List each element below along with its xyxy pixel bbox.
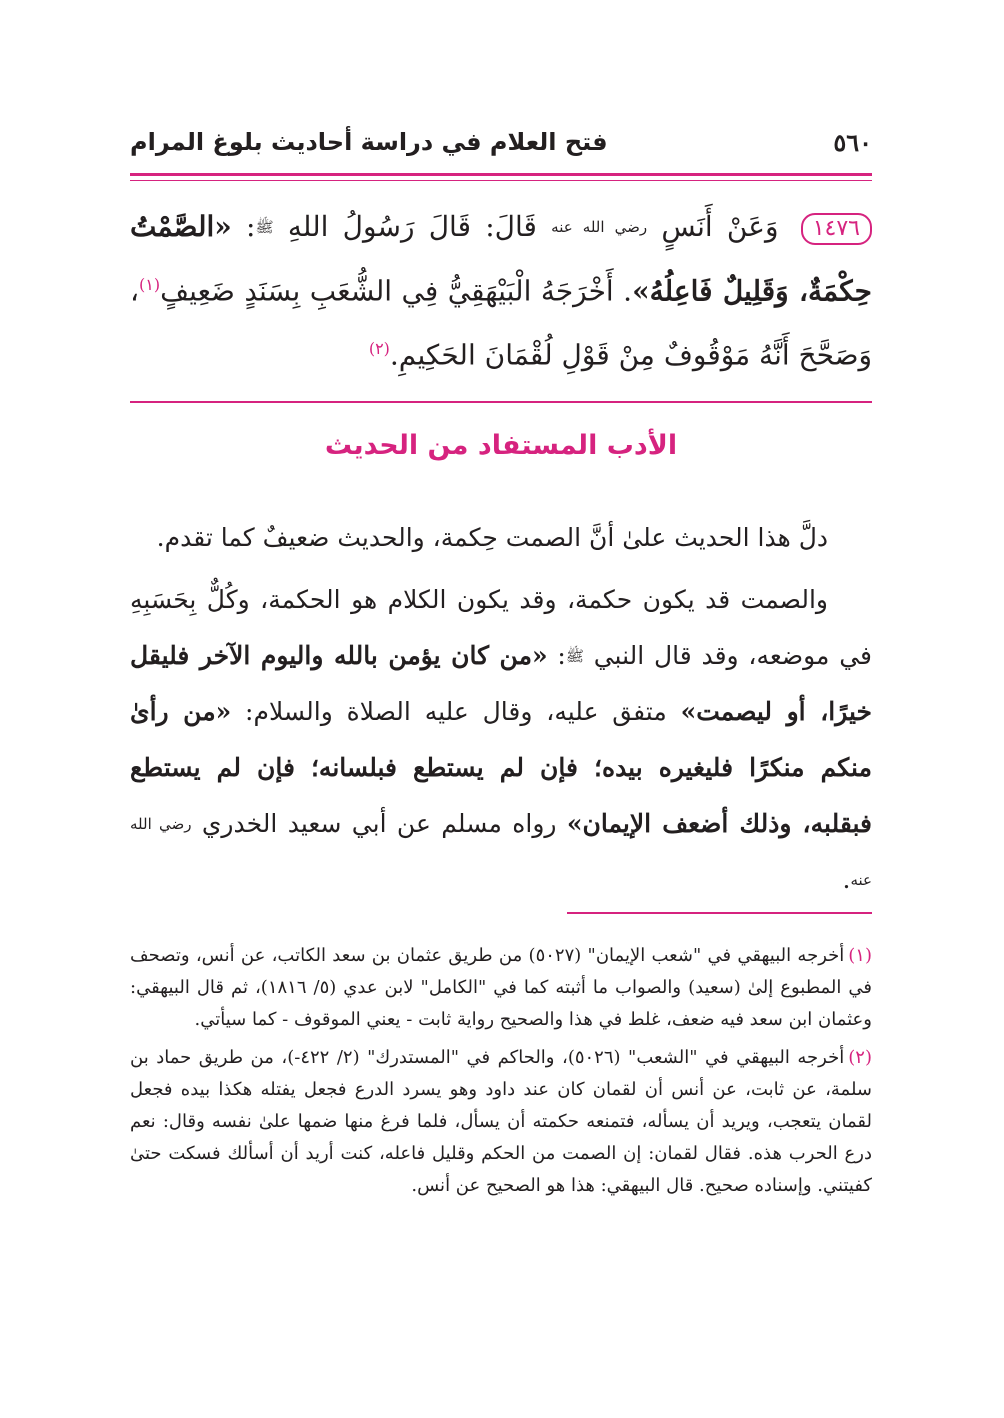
p2-part-c: متفق عليه، وقال عليه الصلاة والسلام: <box>231 697 681 726</box>
footnote-2-number: (٢) <box>848 1047 872 1068</box>
footnotes <box>130 940 872 1208</box>
footnote-separator <box>567 912 872 914</box>
footnote-1 <box>130 940 872 1036</box>
header-rule-thick <box>130 173 872 176</box>
p2-salla-honorific: ﷺ <box>565 647 584 665</box>
p2-part-d: رواه مسلم عن أبي سعيد الخدري <box>201 809 567 838</box>
p2-part-a: والصمت قد يكون حكمة، وقد يكون الكلام هو الحكمة، وكُلٌّ بِحَسَبِهِ في موضعه، وقد قال النبي <box>130 585 873 670</box>
footnote-1-text: أخرجه البيهقي في "شعب الإيمان" (٥٠٢٧) من طريق عثمان بن سعد الكاتب، عن أنس، وتصحف في المطبوع إلىٰ (سعيد) والصواب ما أثبته كما في "الكامل" لابن عدي (٥/ ١٨١٦)، ثم قال البيهقي: وعثمان ابن سعد فيه ضعف، غلط في هذا والصحيح رواية ثابت - يعني الموقوف - كما سيأتي. <box>130 945 872 1030</box>
hadith-said: قَالَ: قَالَ رَسُولُ اللهِ <box>287 210 537 243</box>
section-heading: الأدب المستفاد من الحديث <box>324 430 678 461</box>
footnote-ref-2[interactable]: (٢) <box>368 339 390 359</box>
page-number: ٥٦٠ <box>833 128 872 157</box>
footnote-2 <box>130 1042 872 1202</box>
hadith-source-post: ، وَصَحَّحَ أَنَّهُ مَوْقُوفٌ مِنْ قَوْلِ لُقْمَانَ الحَكِيمِ. <box>130 274 872 372</box>
header-rule-thin <box>130 180 872 181</box>
hadith-text: «الصَّمْتُ حِكْمَةٌ، وَقَلِيلٌ فَاعِلُهُ» <box>130 210 872 308</box>
paragraph-2 <box>130 572 872 908</box>
p2-end: . <box>842 865 851 894</box>
section-divider <box>130 401 872 403</box>
radiya-honorific: رضي الله عنه <box>551 218 648 236</box>
salla-honorific: ﷺ <box>255 218 274 236</box>
p2-part-b: : <box>547 641 566 670</box>
book-title: فتح العلام في دراسة أحاديث بلوغ المرام <box>130 128 608 156</box>
body-text <box>130 510 872 914</box>
footnote-1-number: (١) <box>848 945 872 966</box>
hadith-block: ١٤٧٦ وَعَنْ أَنَسٍ $^{رضي الله عنه}$ قَالَ: قَالَ رَسُولُ اللهِ $^ﷺ$: «الصَّمْتُ حِكْمَةٌ، وَقَلِيلٌ فَاعِلُهُ». أَخْرَجَهُ الْبَيْهَقِيُّ فِي الشُّعَبِ بِسَنَدٍ ضَعِيفٍ$^{(١)}$، وَصَحَّحَ أَنَّهُ مَوْقُوفٌ مِنْ قَوْلِ لُقْمَانَ الحَكِيمِ.$^{(٢)}$ <box>130 210 872 372</box>
footnote-2-text: أخرجه البيهقي في "الشعب" (٥٠٢٦)، والحاكم في "المستدرك" (٢/ ٤٢٢-)، من طريق حماد بن سلمة، عن ثابت، عن أنس أن لقمان كان عند داود وهو يسرد الدرع فجعل يفتله هكذا بيده فجعل لقمان يتعجب، ويريد أن يسأله، فتمنعه حكمته أن يسأل، فلما فرغ منها ضمها علىٰ نفسه وقال: نعم درع الحرب هذه. فقال لقمان: إن الصمت من الحكم وقليل فاعله، كنت أريد أن أسألك فسكت حتىٰ كفيتني. وإسناده صحيح. قال البيهقي: هذا هو الصحيح عن أنس. <box>130 1047 872 1196</box>
paragraph-1: دلَّ هذا الحديث علىٰ أنَّ الصمت حِكمة، والحديث ضعيفٌ كما تقدم. <box>156 523 828 552</box>
page-header <box>130 126 872 166</box>
p2-quote-2: «من رأىٰ منكم منكرًا فليغيره بيده؛ فإن لم يستطع فبلسانه؛ فإن لم يستطع فبقلبه، وذلك أضعف الإيمان» <box>130 697 872 838</box>
p2-quote-1: «من كان يؤمن بالله واليوم الآخر فليقل خيرًا، أو ليصمت» <box>130 641 873 726</box>
hadith-number-badge: ١٤٧٦ <box>801 213 872 245</box>
p2-radiya-honorific: رضي الله عنه <box>130 815 872 889</box>
hadith-opening: وَعَنْ أَنَسٍ <box>661 210 779 243</box>
footnote-ref-1[interactable]: (١) <box>139 275 161 294</box>
hadith-source-pre: . أَخْرَجَهُ الْبَيْهَقِيُّ فِي الشُّعَبِ بِسَنَدٍ ضَعِيفٍ <box>160 274 633 308</box>
